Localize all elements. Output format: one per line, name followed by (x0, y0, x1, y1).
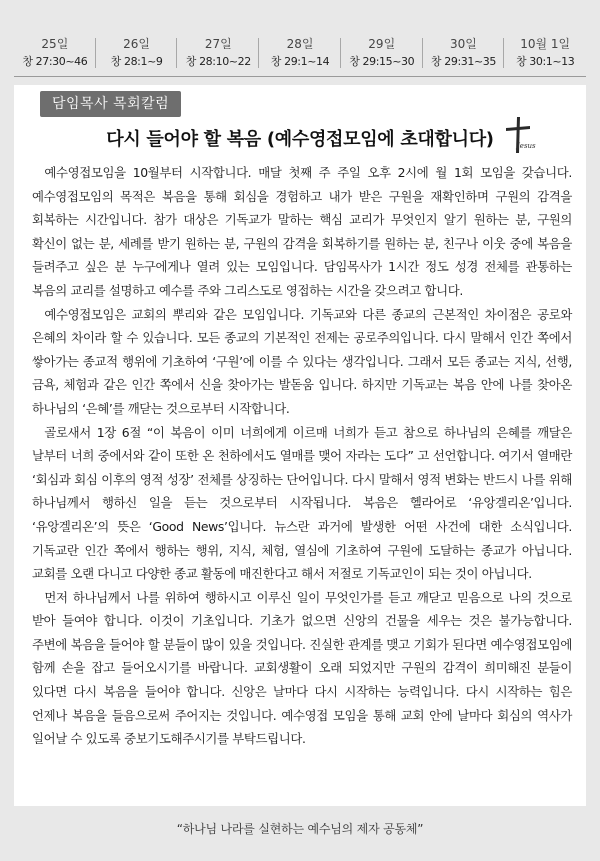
schedule-date: 25일 (41, 37, 69, 51)
schedule-date: 26일 (123, 37, 151, 51)
schedule-reference: 창 29:15~30 (349, 55, 415, 68)
schedule-day (96, 30, 178, 76)
schedule-day (423, 30, 505, 76)
column-title: 다시 들어야 할 복음 (예수영접모임에 초대합니다) (106, 129, 494, 150)
schedule-date: 29일 (368, 37, 396, 51)
cross-logo (503, 115, 536, 155)
schedule-reference: 창 28:1~9 (110, 55, 163, 68)
schedule-reference: 창 29:31~35 (430, 55, 496, 68)
cross-logo-word: Jesus (517, 142, 536, 150)
column-body (32, 161, 572, 751)
column-paragraph: 예수영접모임은 교회의 뿌리와 같은 모임입니다. 기독교와 다른 종교의 근본적인 차이점은 공로와 은혜의 차이라 할 수 있습니다. 모든 종교의 기본적인 전제는 공로주의입니다. 다시 말해서 인간 쪽에서 쌓아가는 종교적 행위에 기초하여 ‘구원’에 이를 수 있다는 생각입니다. 그래서 모든 종교는 지식, 선행, 금욕, 체험과 같은 인간 쪽에서 신을 찾아가는 발돋움 입니다. 하지만 기독교는 복음 안에 나를 찾아온 하나님의 ‘은혜’를 깨닫는 것으로부터 시작합니다. (32, 306, 572, 416)
reading-schedule (14, 30, 586, 77)
schedule-reference: 창 30:1~13 (515, 55, 575, 68)
schedule-date: 28일 (286, 37, 314, 51)
column-tag: 담임목사 목회칼럼 (40, 91, 181, 117)
schedule-day (177, 30, 259, 76)
schedule-day (341, 30, 423, 76)
schedule-date: 27일 (204, 37, 232, 51)
column-panel (14, 85, 586, 806)
schedule-reference: 창 29:1~14 (270, 55, 330, 68)
schedule-day (259, 30, 341, 76)
church-motto: “하나님 나라를 실현하는 예수님의 제자 공동체” (176, 822, 424, 836)
schedule-day (14, 30, 96, 76)
column-paragraph: 먼저 하나님께서 나를 위하여 행하시고 이루신 일이 무엇인가를 듣고 깨닫고 믿음으로 나의 것으로 받아 들여야 합니다. 이것이 기초입니다. 기초가 없으면 신앙의 건물을 세우는 것은 불가능합니다. 주변에 복음을 들어야 할 분들이 많이 있을 것입니다. 진실한 관계를 맺고 기회가 된다면 예수영접모임에 함께 손을 잡고 들어오시기를 바랍니다. 교회생활이 오래 되었지만 구원의 감격이 희미해진 분들이 있다면 다시 복음을 들어야 합니다. 신앙은 날마다 다시 시작하는 능력입니다. 다시 시작하는 힘은 언제나 복음을 들음으로써 주어지는 것입니다. 예수영접 모임을 통해 교회 안에 날마다 회심의 역사가 일어날 수 있도록 중보기도해주시기를 부탁드립니다. (32, 589, 572, 747)
column-paragraph: 골로새서 1장 6절 “이 복음이 이미 너희에게 이르매 너희가 듣고 참으로 하나님의 은혜를 깨달은 날부터 너희 중에서와 같이 또한 온 천하에서도 열매를 맺어 자라는 도다” 고 선언합니다. 여기서 열매란 ‘회심과 회심 이후의 영적 성장’ 전체를 상징하는 단어입니다. 다시 말해서 영적 변화는 반드시 나를 위해 하나님께서 행하신 일을 듣는 것으로부터 시작됩니다. 복음은 헬라어로 ‘유앙겔리온’입니다. ‘유앙겔리온’의 뜻은 ‘Good News’입니다. 뉴스란 과거에 발생한 어떤 사건에 대한 소식입니다. 기독교란 인간 쪽에서 행하는 행위, 지식, 체험, 열심에 기초하여 구원에 도달하는 종교가 아닙니다. 교회를 오랜 다니고 다양한 종교 활동에 매진한다고 해서 저절로 기독교인이 되는 것이 아닙니다. (32, 424, 572, 582)
schedule-date: 30일 (450, 37, 477, 51)
schedule-reference: 창 27:30~46 (22, 55, 88, 68)
schedule-reference: 창 28:10~22 (185, 55, 251, 68)
column-paragraph: 예수영접모임을 10월부터 시작합니다. 매달 첫째 주 주일 오후 2시에 월 1회 모임을 갖습니다. 예수영접모임의 목적은 복음을 통해 회심을 경험하고 내가 받은 구원을 재확인하며 구원의 감격을 회복하는 시간입니다. 참가 대상은 기독교가 말하는 핵심 교리가 무엇인지 알기 원하는 분, 구원의 확신이 없는 분, 세례를 받기 원하는 분, 구원의 감격을 회복하기를 원하는 분, 친구나 이웃 중에 복음을 들려주고 싶은 분 누구에게나 열려 있는 모임입니다. 담임목사가 1시간 정도 성경 전체를 관통하는 복음의 교리를 설명하고 예수를 주와 그리스도로 영접하는 시간을 갖으려고 합니다. (32, 165, 572, 298)
schedule-day (504, 30, 586, 76)
schedule-date: 10월 1일 (520, 37, 571, 51)
